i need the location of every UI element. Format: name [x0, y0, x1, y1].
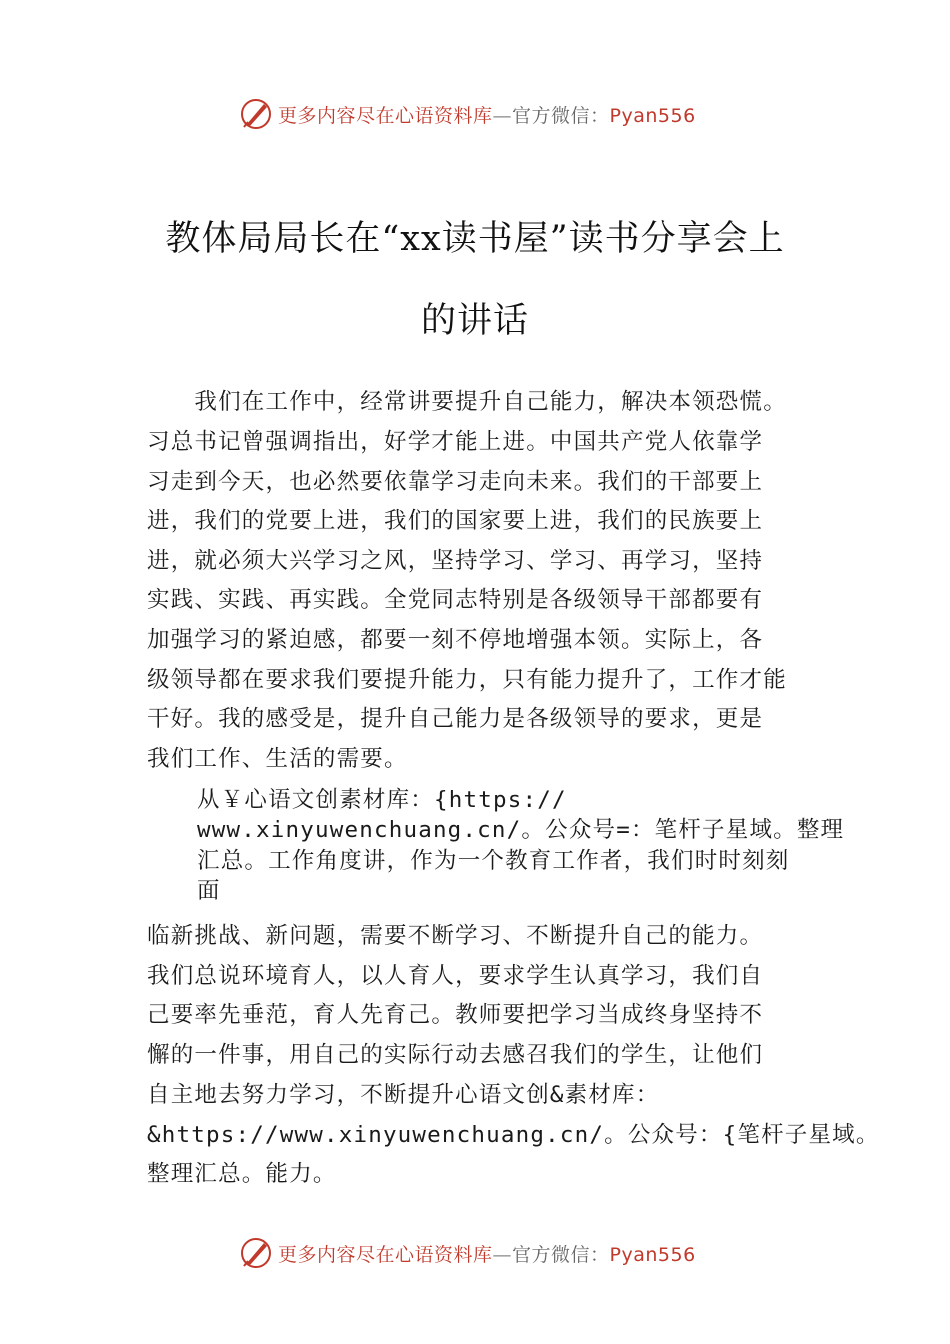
document-title	[130, 198, 820, 362]
footer-watermark	[0, 1233, 950, 1273]
paragraph-1-line: 干好。我的感受是，提升自己能力是各级领导的要求，更是	[147, 706, 764, 732]
paragraph-1-line: 进，就必须大兴学习之风，坚持学习、学习、再学习，坚持	[147, 548, 764, 574]
paragraph-2-line: 临新挑战、新问题，需要不断学习、不断提升自己的能力。	[147, 923, 764, 949]
paragraph-1-line: 加强学习的紧迫感，都要一刻不停地增强本领。实际上，各	[147, 627, 764, 653]
watermark-group	[238, 1233, 696, 1273]
paragraph-2-line: 己要率先垂范，育人先育己。教师要把学习当成终身坚持不	[147, 1002, 764, 1028]
paragraph-1-line: 习总书记曾强调指出，好学才能上进。中国共产党人依靠学	[147, 429, 764, 455]
paragraph-1-line: 级领导都在要求我们要提升能力，只有能力提升了，工作才能	[147, 667, 787, 693]
watermark-wechat-label: 官方微信：	[512, 1243, 610, 1266]
watermark-text	[278, 1240, 696, 1267]
paragraph-2-line: &https://www.xinyuwenchuang.cn/。公众号：{笔杆子星域。	[147, 1122, 880, 1148]
watermark-wechat-id: Pyan556	[609, 1243, 696, 1266]
watermark-main: 更多内容尽在心语资料库	[278, 104, 493, 127]
watermark-wechat-id: Pyan556	[609, 104, 696, 127]
watermark-separator: —	[492, 104, 513, 127]
paragraph-1-line: 我们在工作中，经常讲要提升自己能力，解决本领恐慌。	[147, 389, 787, 415]
inserted-quote-line: 面	[197, 878, 221, 904]
title-line-1: 教体局局长在“xx读书屋”读书分享会上	[165, 219, 785, 259]
paragraph-2-line: 整理汇总。能力。	[147, 1161, 337, 1187]
watermark-separator: —	[492, 1243, 513, 1266]
paragraph-2-line: 自主地去努力学习，不断提升心语文创&素材库：	[147, 1082, 660, 1108]
paragraph-2-line: 我们总说环境育人，以人育人，要求学生认真学习，我们自	[147, 963, 764, 989]
inserted-quote-line: 从￥心语文创素材库：{https://	[197, 787, 567, 813]
watermark-group	[238, 94, 696, 134]
paragraph-1-line: 我们工作、生活的需要。	[147, 746, 408, 772]
paragraph-2-line: 懈的一件事，用自己的实际行动去感召我们的学生，让他们	[147, 1042, 764, 1068]
paragraph-1-line: 进，我们的党要上进，我们的国家要上进，我们的民族要上	[147, 508, 764, 534]
header-watermark	[0, 94, 950, 134]
watermark-main: 更多内容尽在心语资料库	[278, 1243, 493, 1266]
quill-pen-logo-icon	[238, 96, 274, 132]
watermark-text	[278, 101, 696, 128]
inserted-quote-line: 汇总。工作角度讲，作为一个教育工作者，我们时时刻刻	[197, 848, 790, 874]
paragraph-1-line: 实践、实践、再实践。全党同志特别是各级领导干部都要有	[147, 587, 764, 613]
title-line-2: 的讲话	[420, 301, 529, 341]
quill-pen-logo-icon	[238, 1235, 274, 1271]
inserted-quote-line: www.xinyuwenchuang.cn/。公众号=：笔杆子星域。整理	[197, 817, 845, 843]
paragraph-1-line: 习走到今天，也必然要依靠学习走向未来。我们的干部要上	[147, 469, 764, 495]
watermark-wechat-label: 官方微信：	[512, 104, 610, 127]
